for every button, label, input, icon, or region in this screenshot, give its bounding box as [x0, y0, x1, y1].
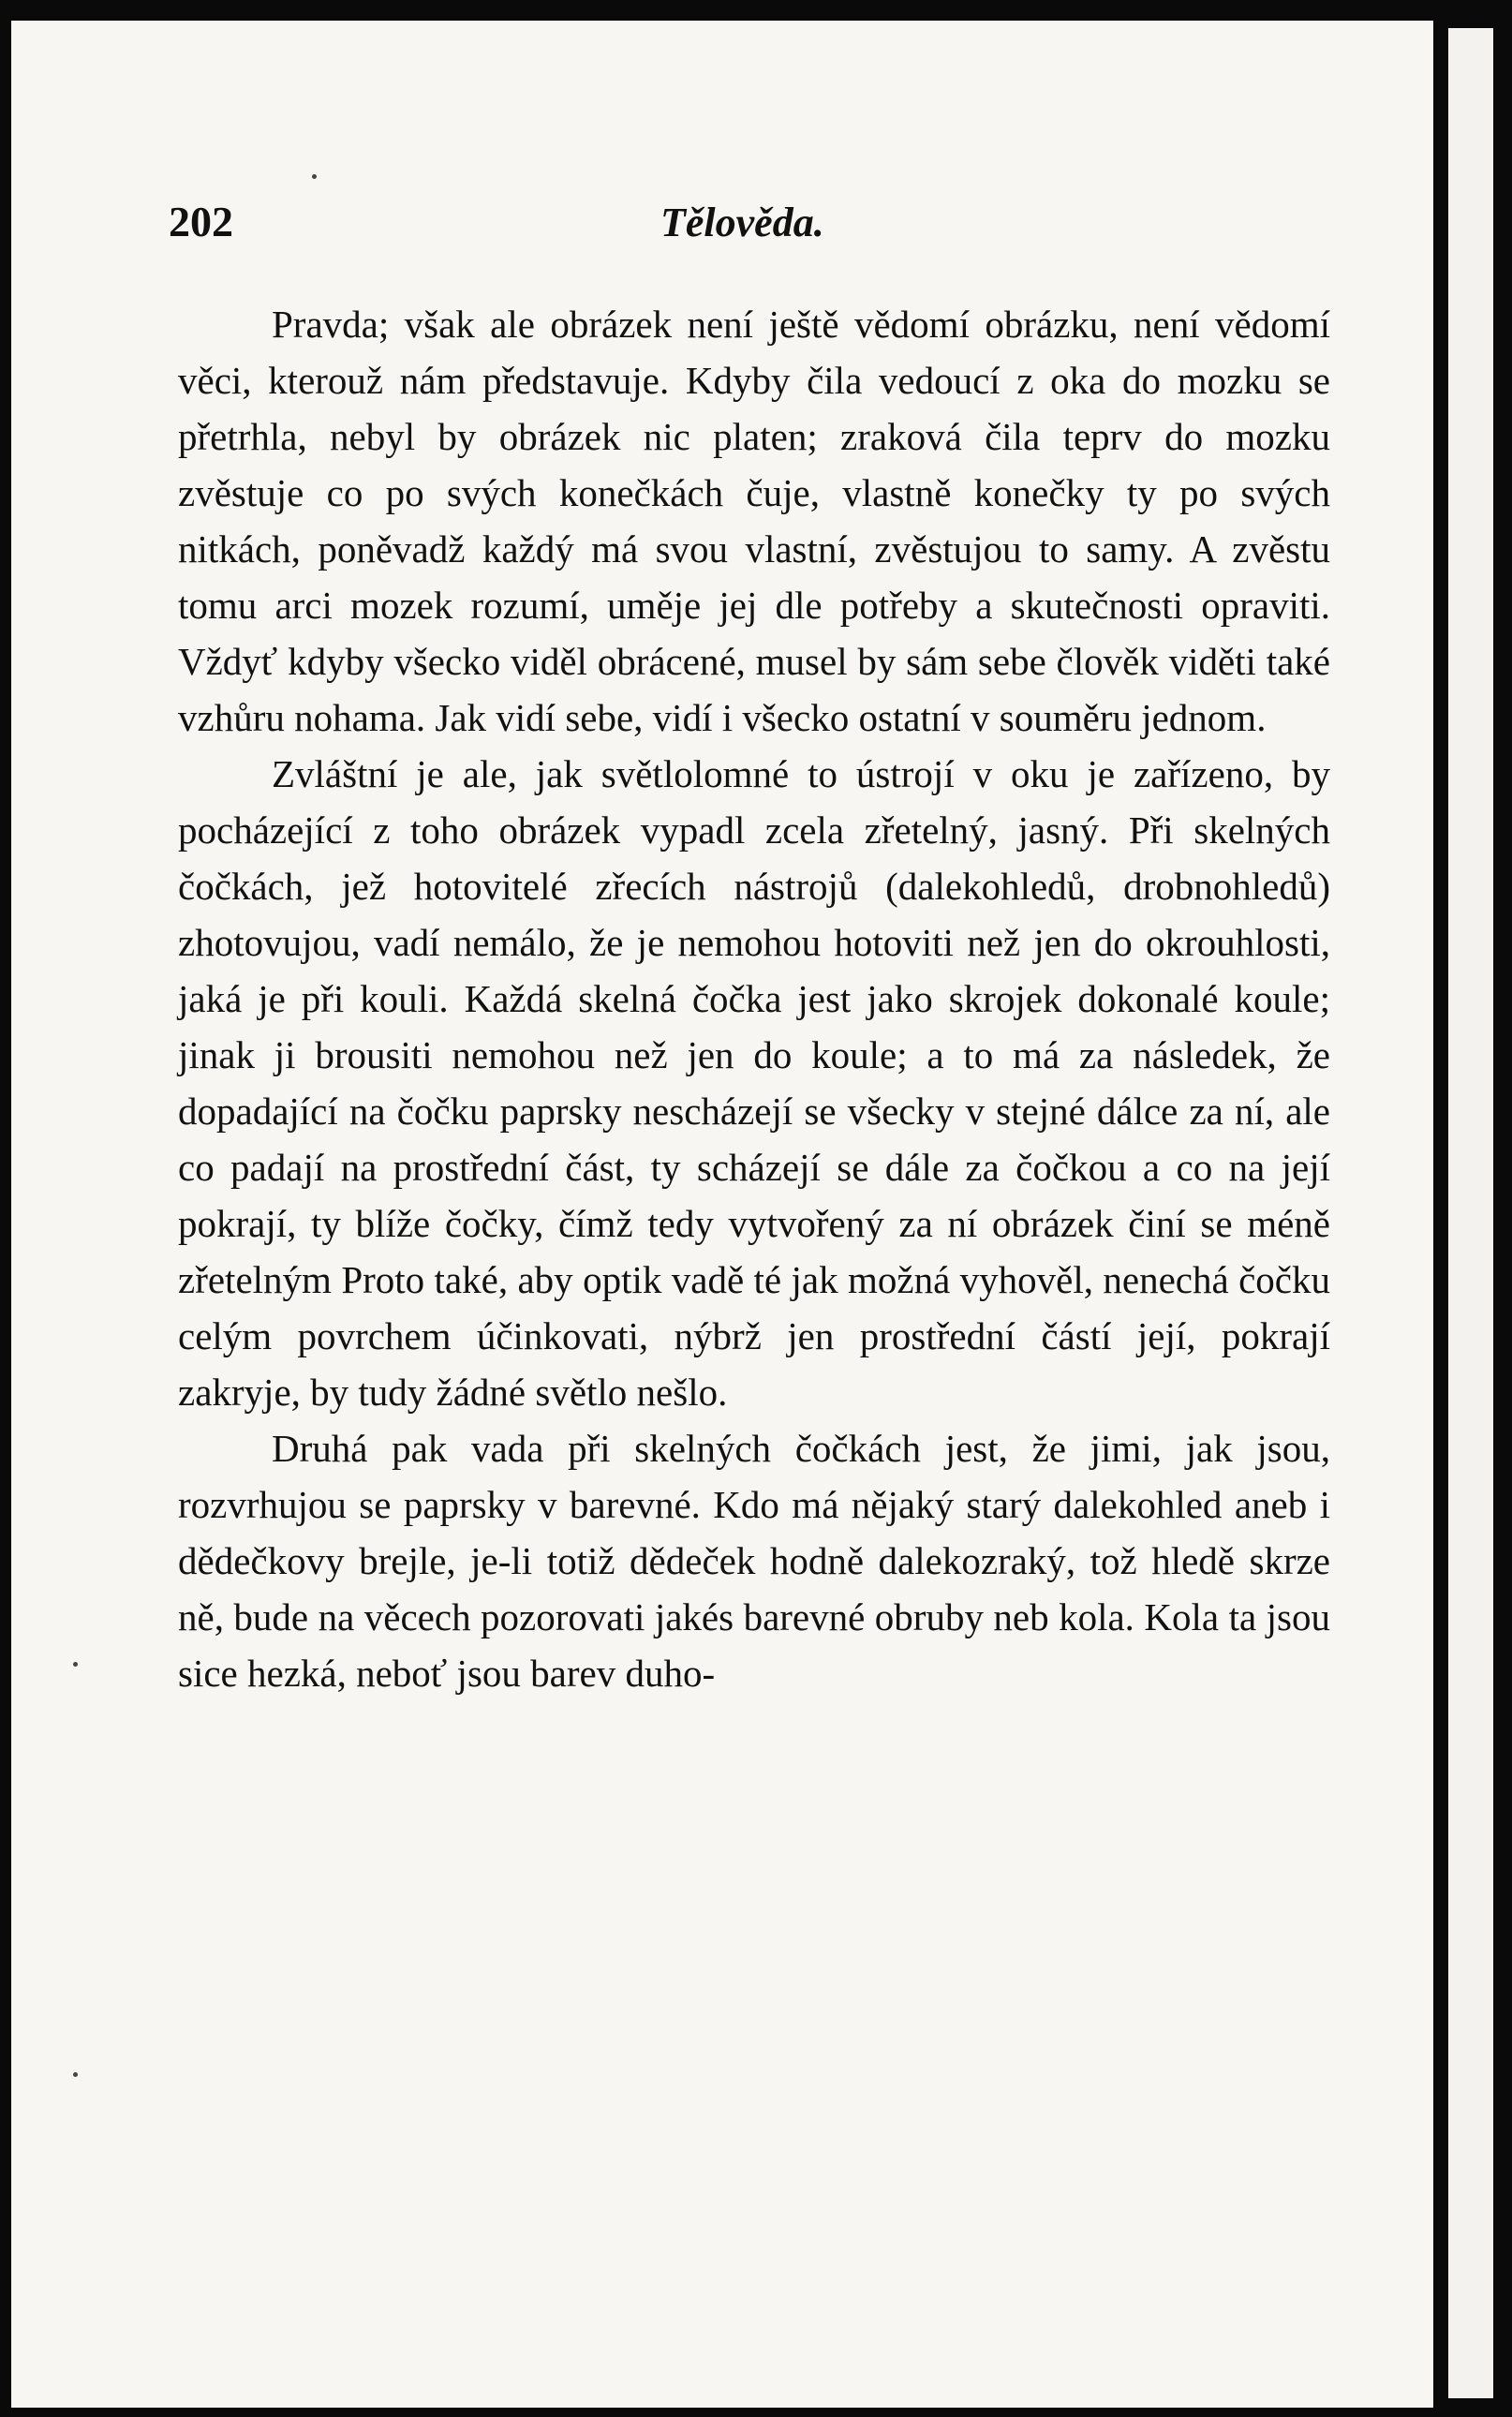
speck-mark: [312, 174, 317, 179]
paragraph: Druhá pak vada při skelných čočkách jest, že jimi, jak jsou, rozvrhujou se paprsky v barevné. Kdo má nějaký starý dalekohled aneb i dědečkovy brejle, je-li totiž dědeček hodně dalekozraký, tož hledě skrze ně, bude na věcech pozorovati jakés barevné obruby neb kola. Kola ta jsou sice hezká, neboť jsou barev duho-: [178, 1427, 1330, 1695]
page-number: 202: [169, 198, 233, 245]
body-text: [178, 296, 1330, 1701]
next-page-edge: [1448, 28, 1493, 2398]
speck-mark: [73, 1662, 78, 1667]
paragraph: Pravda; však ale obrázek není ještě vědomí obrázku, není vědomí věci, kterouž nám představuje. Kdyby čila vedoucí z oka do mozku se přetrhla, nebyl by obrázek nic platen; zraková čila teprv do mozku zvěstuje co po svých konečkách čuje, vlastně konečky ty po svých nitkách, poněvadž každý má svou vlastní, zvěstujou to samy. A zvěstu tomu arci mozek rozumí, uměje jej dle potřeby a skutečnosti opraviti. Vždyť kdyby všecko viděl obrácené, musel by sám sebe člověk viděti také vzhůru nohama. Jak vidí sebe, vidí i všecko ostatní v souměru jednom.: [178, 303, 1330, 739]
paragraph: Zvláštní je ale, jak světlolomné to ústrojí v oku je zařízeno, by pocházející z toho obrázek vypadl zcela zřetelný, jasný. Při skelných čočkách, jež hotovitelé zřecích nástrojů (dalekohledů, drobnohledů) zhotovujou, vadí nemálo, že je nemohou hotoviti než jen do okrouhlosti, jaká je při kouli. Každá skelná čočka jest jako skrojek dokonalé koule; jinak ji brousiti nemohou než jen do koule; a to má za následek, že dopadající na čočku paprsky nescházejí se všecky v stejné dálce za ní, ale co padají na prostřední část, ty scházejí se dále za čočkou a co na její pokrají, ty blíže čočky, čímž tedy vytvořený za ní obrázek činí se méně zřetelným Proto také, aby optik vadě té jak možná vyhověl, nenechá čočku celým povrchem účinkovati, nýbrž jen prostřední částí její, pokrají zakryje, by tudy žádné světlo nešlo.: [178, 752, 1330, 1414]
running-title: Tělověda.: [660, 200, 824, 245]
page-header: [169, 197, 1368, 257]
speck-mark: [73, 2072, 78, 2077]
